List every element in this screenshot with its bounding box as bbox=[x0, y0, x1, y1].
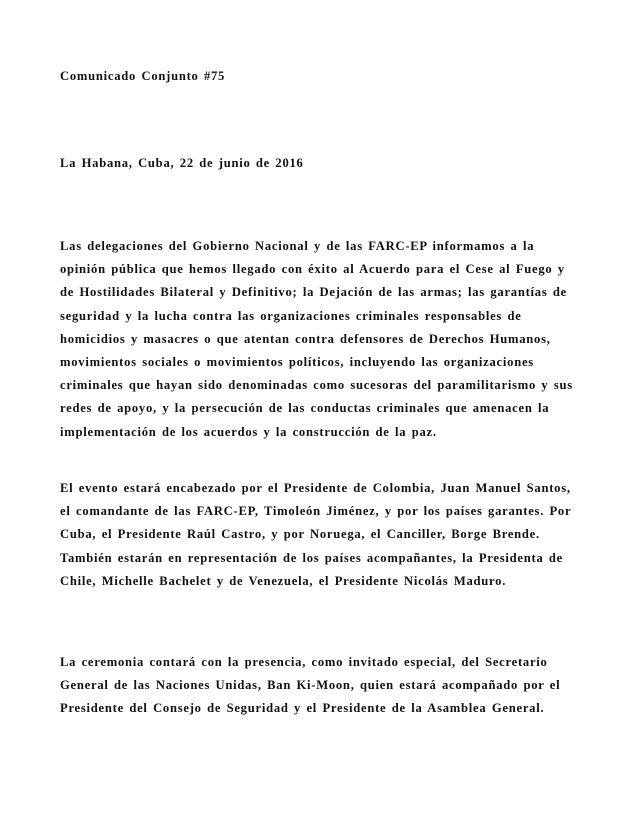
paragraph-agreement: Las delegaciones del Gobierno Nacional y de las FARC-EP informamos a la opinión pública que hemos llegado con éxito al Acuerdo para el Cese al Fuego y de Hostilidades Bilateral y Definitivo; la Dejación de las armas; las garantías de seguridad y la lucha contra las organizaciones criminales responsables de homicidios y masacres o que atentan contra defensores de Derechos Humanos, movimientos sociales o movimientos políticos, incluyendo las organizaciones criminales que hayan sido denominadas como sucesoras del paramilitarismo y sus redes de apoyo, y la persecución de las conductas criminales que amenacen la implementación de los acuerdos y la construcción de la paz. bbox=[60, 239, 573, 439]
paragraph-event-leaders: El evento estará encabezado por el Presidente de Colombia, Juan Manuel Santos, el comandante de las FARC-EP, Timoleón Jiménez, y por los países garantes. Por Cuba, el Presidente Raúl Castro, y por Noruega, el Canciller, Borge Brende. También estarán en representación de los países acompañantes, la Presidenta de Chile, Michelle Bachelet y de Venezuela, el Presidente Nicolás Maduro. bbox=[60, 481, 572, 588]
dateline: La Habana, Cuba, 22 de junio de 2016 bbox=[60, 156, 304, 170]
document-title: Comunicado Conjunto #75 bbox=[60, 69, 226, 83]
paragraph-ceremony-guests: La ceremonia contará con la presencia, como invitado especial, del Secretario General de las Naciones Unidas, Ban Ki-Moon, quien estará acompañado por el Presidente del Consejo de Seguridad y el Presidente de la Asamblea General. bbox=[60, 655, 561, 716]
